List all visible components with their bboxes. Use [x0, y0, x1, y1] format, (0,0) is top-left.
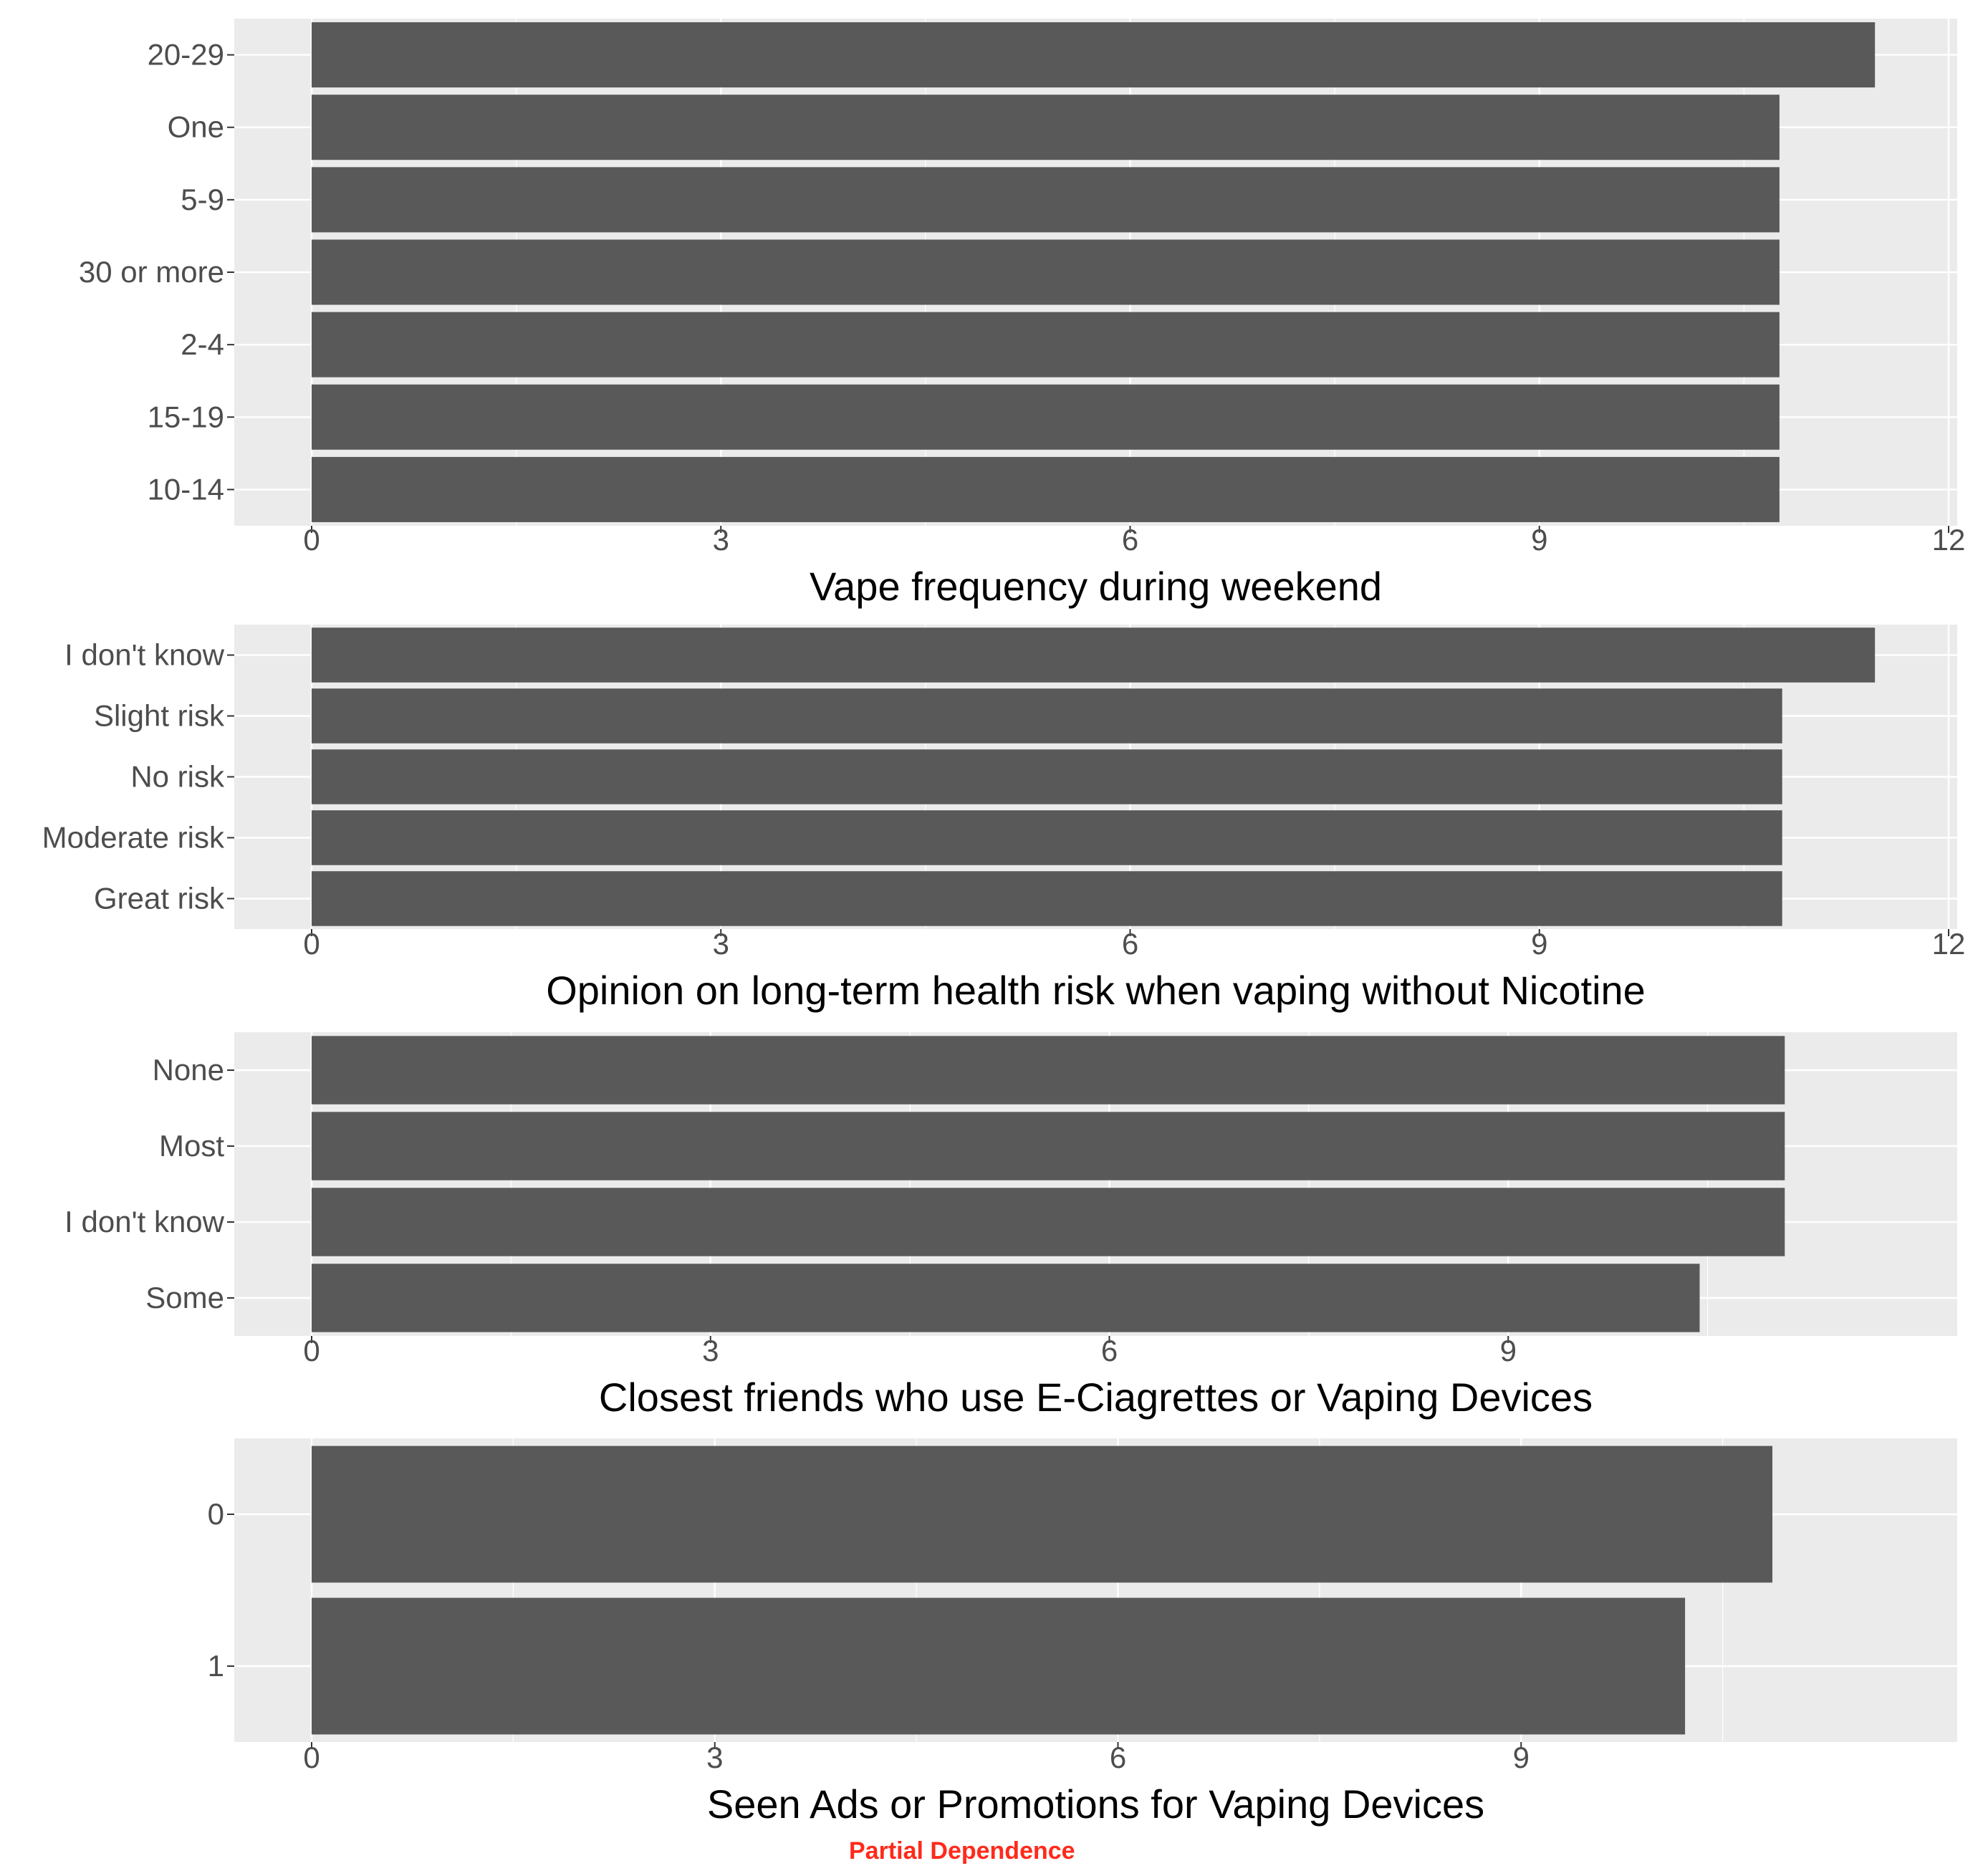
- y-tick-label: No risk: [130, 759, 224, 794]
- y-tick-label: 10-14: [147, 472, 224, 506]
- x-tick-label: 3: [702, 1334, 719, 1367]
- y-tick-label: One: [167, 110, 224, 144]
- bar-i-don-t-know: [312, 627, 1875, 683]
- x-axis-title: Closest friends who use E-Ciagrettes or Vaping Devices: [598, 1375, 1593, 1420]
- x-tick-label: 9: [1531, 523, 1548, 557]
- x-tick-label: 3: [712, 927, 729, 961]
- y-tick-label: I don't know: [64, 1205, 224, 1238]
- x-axis-title: Opinion on long-term health risk when vaping without Nicotine: [546, 968, 1646, 1013]
- y-tick-label: 2-4: [181, 327, 224, 362]
- y-tick-label: I don't know: [64, 638, 224, 672]
- bar-great-risk: [312, 871, 1782, 926]
- bar-30-or-more: [312, 239, 1780, 304]
- x-tick-label: 6: [1121, 927, 1139, 961]
- x-tick-label: 0: [303, 523, 320, 557]
- x-axis-title: Vape frequency during weekend: [809, 564, 1383, 609]
- x-tick-label: 3: [706, 1741, 724, 1774]
- bar-one: [312, 95, 1780, 160]
- figure-caption: Partial Dependence: [849, 1837, 1075, 1865]
- x-tick-label: 0: [303, 1334, 320, 1367]
- bar-none: [312, 1036, 1785, 1104]
- y-tick-label: 1: [207, 1649, 224, 1683]
- y-tick-label: 30 or more: [78, 255, 224, 289]
- y-tick-label: Great risk: [93, 881, 224, 915]
- bar-10-14: [312, 457, 1780, 522]
- bar-some: [312, 1264, 1699, 1332]
- x-axis-title: Seen Ads or Promotions for Vaping Devices: [706, 1781, 1485, 1827]
- y-tick-label: None: [152, 1053, 224, 1087]
- x-tick-label: 12: [1931, 523, 1966, 557]
- x-tick-label: 9: [1499, 1334, 1517, 1367]
- y-tick-label: Some: [145, 1281, 224, 1314]
- x-tick-label: 6: [1121, 523, 1139, 557]
- x-tick-label: 3: [712, 523, 729, 557]
- y-tick-label: 0: [207, 1497, 224, 1531]
- y-tick-label: Moderate risk: [42, 820, 224, 855]
- bar-most: [312, 1112, 1785, 1180]
- x-tick-label: 6: [1109, 1741, 1127, 1774]
- x-tick-label: 9: [1512, 1741, 1530, 1774]
- bar-0: [312, 1446, 1772, 1583]
- bar-5-9: [312, 167, 1780, 232]
- x-tick-label: 0: [303, 1741, 320, 1774]
- bar-moderate-risk: [312, 810, 1782, 865]
- y-tick-label: Slight risk: [93, 698, 224, 733]
- y-tick-label: 15-19: [147, 400, 224, 434]
- x-tick-label: 0: [303, 927, 320, 961]
- bar-2-4: [312, 312, 1780, 377]
- bar-slight-risk: [312, 688, 1782, 744]
- x-tick-label: 12: [1931, 927, 1966, 961]
- y-tick-label: Most: [158, 1129, 224, 1163]
- y-tick-label: 20-29: [147, 37, 224, 72]
- y-tick-label: 5-9: [181, 182, 224, 216]
- bar-20-29: [312, 22, 1875, 87]
- bar-no-risk: [312, 749, 1782, 804]
- bar-i-don-t-know: [312, 1188, 1785, 1256]
- bar-1: [312, 1598, 1685, 1735]
- x-tick-label: 6: [1100, 1334, 1118, 1367]
- bar-15-19: [312, 385, 1780, 450]
- x-tick-label: 9: [1531, 927, 1548, 961]
